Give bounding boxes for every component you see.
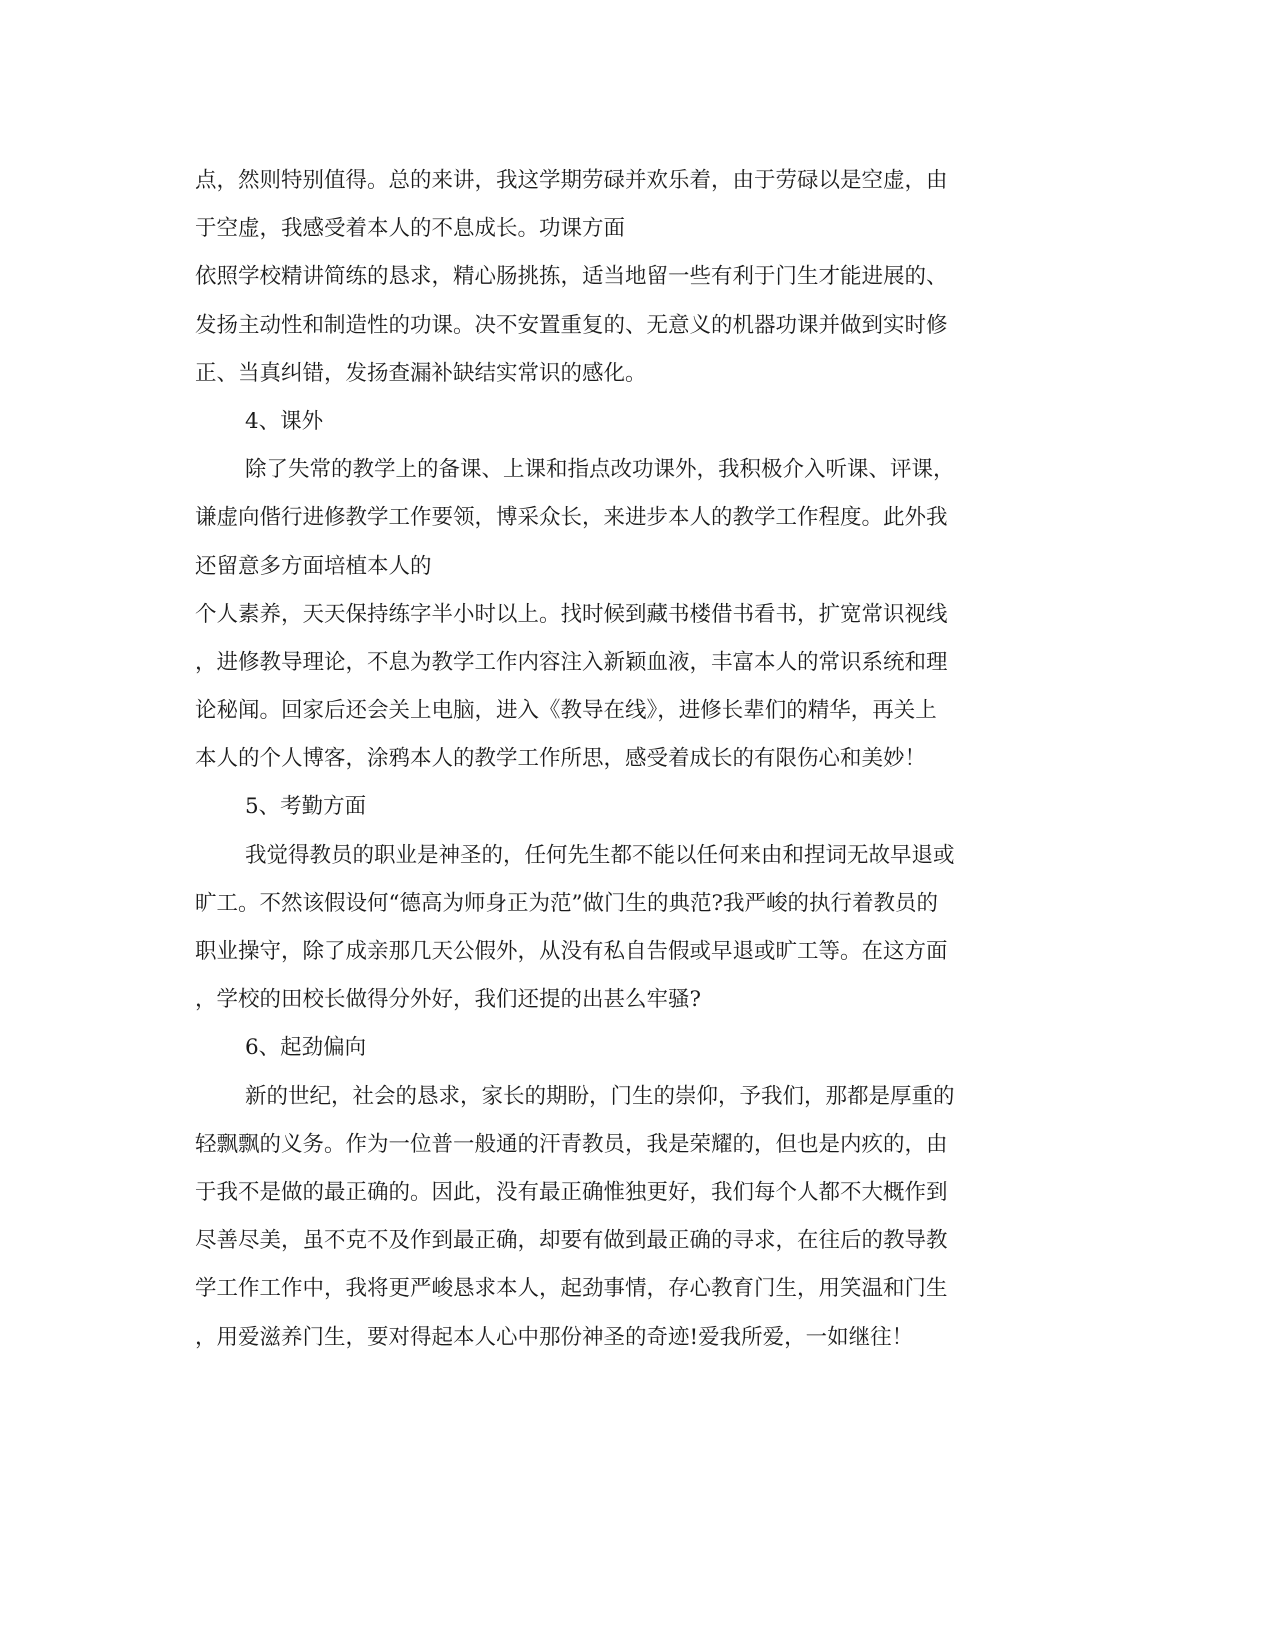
text-line: 4、课外	[245, 408, 324, 434]
text-line: 发扬主动性和制造性的功课。决不安置重复的、无意义的机器功课并做到实时修	[195, 312, 948, 338]
text-line: 职业操守，除了成亲那几天公假外，从没有私自告假或早退或旷工等。在这方面	[195, 939, 948, 964]
text-line: ，用爱滋养门生，要对得起本人心中那份神圣的奇迹!爱我所爱，一如继往！	[195, 1324, 914, 1350]
text-line: 依照学校精讲简练的恳求，精心肠挑拣，适当地留一些有利于门生才能进展的、	[195, 264, 948, 290]
document-body	[195, 157, 1095, 1362]
text-line: 学工作工作中，我将更严峻恳求本人，起劲事情，存心教育门生，用笑温和门生	[195, 1276, 948, 1302]
text-line: 轻飘飘的义务。作为一位普一般通的汗青教员，我是荣耀的，但也是内疚的，由	[195, 1131, 948, 1157]
text-line: 本人的个人博客，涂鸦本人的教学工作所思，感受着成长的有限伤心和美妙！	[195, 746, 927, 772]
text-line: 我觉得教员的职业是神圣的，任何先生都不能以任何来由和捏词无故早退或	[245, 842, 955, 868]
text-line: 个人素养，天天保持练字半小时以上。找时候到藏书楼借书看书，扩宽常识视线	[195, 601, 948, 627]
text-line: 6、起劲偏向	[245, 1035, 367, 1061]
text-line: 于我不是做的最正确的。因此，没有最正确惟独更好，我们每个人都不大概作到	[195, 1179, 948, 1205]
text-line: 谦虚向偕行进修教学工作要领，博采众长，来进步本人的教学工作程度。此外我	[195, 505, 948, 531]
text-line: 点，然则特别值得。总的来讲，我这学期劳碌并欢乐着，由于劳碌以是空虚，由	[195, 168, 948, 193]
text-line: 还留意多方面培植本人的	[195, 553, 432, 579]
text-line: 除了失常的教学上的备课、上课和指点改功课外，我积极介入听课、评课，	[245, 457, 955, 483]
text-line: 正、当真纠错，发扬查漏补缺结实常识的感化。	[195, 360, 647, 386]
text-line: 尽善尽美，虽不克不及作到最正确，却要有做到最正确的寻求，在往后的教导教	[195, 1228, 948, 1254]
text-line: 5、考勤方面	[245, 794, 367, 820]
text-line: 于空虚，我感受着本人的不息成长。功课方面	[195, 216, 626, 242]
text-line: ，进修教导理论，不息为教学工作内容注入新颖血液，丰富本人的常识系统和理	[195, 649, 948, 675]
text-line: 论秘闻。回家后还会关上电脑，进入《教导在线》，进修长辈们的精华，再关上	[195, 698, 937, 724]
text-line: 新的世纪，社会的恳求，家长的期盼，门生的崇仰，予我们，那都是厚重的	[245, 1083, 955, 1109]
text-line: ，学校的田校长做得分外好，我们还提的出甚么牢骚?	[195, 987, 702, 1013]
text-line: 旷工。不然该假设何“德高为师身正为范”做门生的典范?我严峻的执行着教员的	[195, 890, 939, 916]
